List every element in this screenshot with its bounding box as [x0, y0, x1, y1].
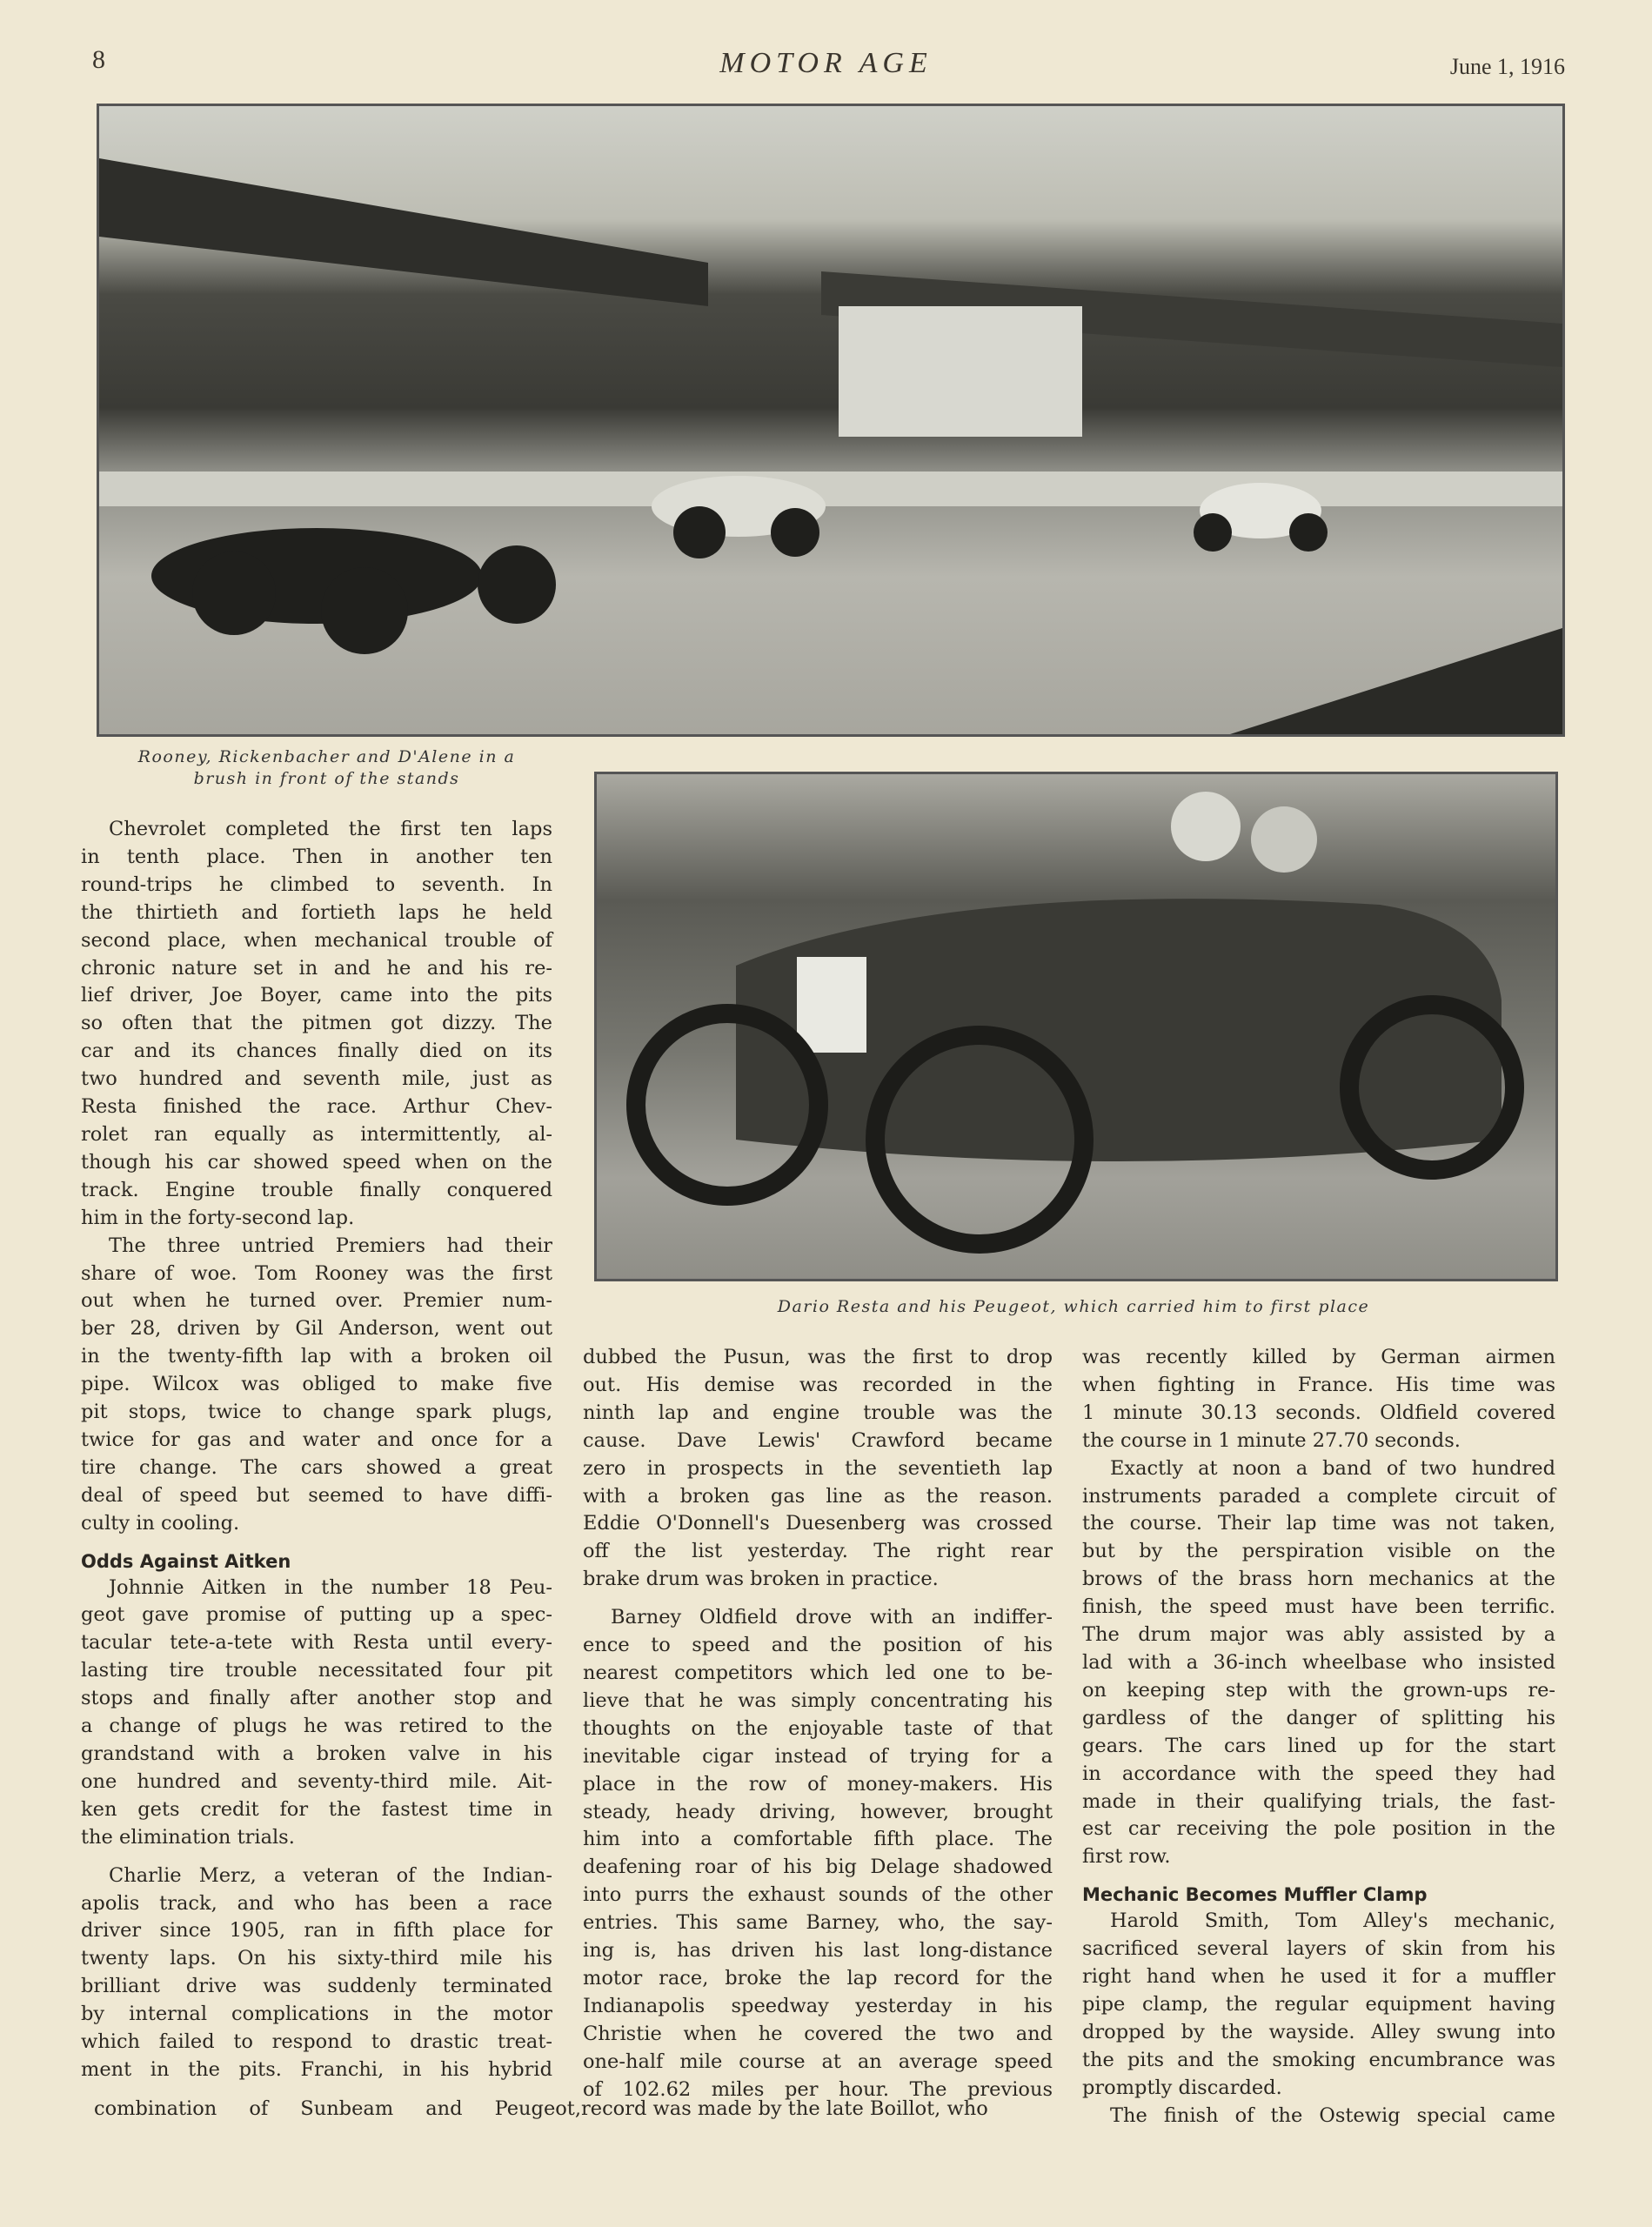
text-line: sacrificed several layers of skin from his — [1082, 1937, 1555, 1961]
text-line: nearest competitors which led one to be- — [583, 1661, 1053, 1684]
text-line: grandstand with a broken valve in his — [81, 1742, 552, 1765]
text-line: entries. This same Barney, who, the say- — [583, 1911, 1053, 1935]
text-line: off the list yesterday. The right rear — [583, 1540, 1053, 1563]
text-line-right-part: record was made by the late Boillot, who — [581, 2097, 988, 2120]
text-column-right — [1082, 1344, 1555, 2130]
text-line: place in the row of money-makers. His — [583, 1772, 1053, 1796]
text-line: finish, the speed must have been terrific. — [1082, 1595, 1555, 1619]
text-line: brake drum was broken in practice. — [583, 1568, 939, 1591]
text-line: in tenth place. Then in another ten — [81, 845, 552, 868]
text-line: culty in cooling. — [81, 1511, 240, 1535]
text-line: brilliant drive was suddenly terminated — [81, 1975, 552, 1998]
page-number: 8 — [92, 45, 105, 74]
text-line: geot gave promise of putting up a spec- — [81, 1603, 552, 1627]
text-line: ing is, has driven his last long-distance — [583, 1939, 1053, 1963]
text-line: gardless of the danger of splitting his — [1082, 1706, 1555, 1729]
text-line: thoughts on the enjoyable taste of that — [583, 1716, 1053, 1740]
text-line: lief driver, Joe Boyer, came into the pits — [81, 984, 552, 1007]
text-line: him into a comfortable fifth place. The — [583, 1828, 1053, 1851]
section-heading: Odds Against Aitken — [81, 1550, 291, 1572]
text-line: chronic nature set in and he and his re- — [81, 956, 552, 980]
text-line: pipe clamp, the regular equipment having — [1082, 1992, 1555, 2016]
text-line: out. His demise was recorded in the — [583, 1373, 1053, 1396]
text-line: instruments paraded a complete circuit of — [1082, 1484, 1555, 1508]
text-line: the course. Their lap time was not taken, — [1082, 1512, 1555, 1535]
text-line: in the twenty-fifth lap with a broken oil — [81, 1345, 552, 1368]
text-line: the course in 1 minute 27.70 seconds. — [1082, 1428, 1461, 1452]
text-line: 1 minute 30.13 seconds. Oldfield covered — [1082, 1401, 1555, 1424]
text-line: Harold Smith, Tom Alley's mechanic, — [1110, 1909, 1555, 1933]
text-line: pipe. Wilcox was obliged to make five — [81, 1373, 552, 1396]
text-line: on keeping step with the grown-ups re- — [1082, 1678, 1555, 1702]
text-line: out when he turned over. Premier num- — [81, 1289, 552, 1313]
paragraph — [583, 1604, 1053, 2103]
text-line: apolis track, and who has been a race — [81, 1891, 552, 1915]
paragraph — [81, 1575, 552, 1852]
photo-caption-top — [99, 746, 554, 790]
text-line: one hundred and seventy-third mile. Ait- — [81, 1769, 552, 1793]
text-column-middle — [583, 1344, 1053, 2103]
text-line: was recently killed by German airmen — [1082, 1346, 1555, 1368]
text-line: inevitable cigar instead of trying for a — [583, 1744, 1053, 1768]
photo-race-cars-grandstand — [97, 104, 1565, 737]
text-line: promptly discarded. — [1082, 2076, 1282, 2099]
text-line: track. Engine trouble finally conquered — [81, 1178, 552, 1201]
paragraph — [1082, 1344, 1555, 1455]
text-line: when fighting in France. His time was — [1082, 1373, 1555, 1396]
text-line: two hundred and seventh mile, just as — [81, 1067, 552, 1091]
text-line: dubbed the Pusun, was the first to drop — [583, 1346, 1053, 1368]
text-line: Indianapolis speedway yesterday in his — [583, 1994, 1053, 2017]
text-line: The three untried Premiers had their — [109, 1234, 552, 1257]
text-line: a change of plugs he was retired to the — [81, 1715, 552, 1738]
text-line-left-part: combination of Sunbeam and Peugeot, — [94, 2097, 581, 2120]
text-line: Exactly at noon a band of two hundred — [1110, 1456, 1555, 1480]
text-line: ken gets credit for the fastest time in — [81, 1797, 552, 1821]
text-line: tire change. The cars showed a great — [81, 1455, 552, 1479]
text-line: tacular tete-a-tete with Resta until every- — [81, 1631, 552, 1655]
text-line: first row. — [1082, 1845, 1171, 1869]
text-line: brows of the brass horn mechanics at the — [1082, 1568, 1555, 1591]
text-line: gears. The cars lined up for the start — [1082, 1734, 1555, 1757]
paragraph — [81, 1863, 552, 2084]
photo-resta-peugeot — [594, 772, 1558, 1281]
text-line: though his car showed speed when on the — [81, 1150, 552, 1174]
text-line: twice for gas and water and once for a — [81, 1428, 552, 1451]
text-line: second place, when mechanical trouble of — [81, 928, 552, 952]
text-line: ber 28, driven by Gil Anderson, went out — [81, 1317, 552, 1341]
text-line: Resta finished the race. Arthur Chev- — [81, 1095, 552, 1119]
section-heading: Mechanic Becomes Muffler Clamp — [1082, 1884, 1428, 1906]
text-line: lieve that he was simply concentrating his — [583, 1689, 1053, 1712]
text-line: Chevrolet completed the first ten laps — [109, 818, 552, 840]
text-line: the elimination trials. — [81, 1825, 295, 1849]
text-line: right hand when he used it for a muffler — [1082, 1965, 1555, 1989]
text-line: twenty laps. On his sixty-third mile his — [81, 1947, 552, 1970]
text-line: cause. Dave Lewis' Crawford became — [583, 1428, 1053, 1452]
text-line: car and its chances finally died on its — [81, 1040, 552, 1063]
text-line: The finish of the Ostewig special came — [1110, 2103, 1555, 2127]
text-line: est car receiving the pole position in the — [1082, 1817, 1555, 1841]
photo-caption-second: Dario Resta and his Peugeot, which carried him to first place — [777, 1297, 1370, 1316]
text-line: made in their qualifying trials, the fast- — [1082, 1789, 1555, 1813]
text-line: pit stops, twice to change spark plugs, — [81, 1401, 552, 1424]
text-line: of 102.62 miles per hour. The previous — [583, 2077, 1053, 2101]
caption-line: Rooney, Rickenbacher and D'Alene in a — [137, 747, 516, 766]
text-line: but by the perspiration visible on the — [1082, 1540, 1555, 1563]
paragraph — [1082, 1908, 1555, 2102]
text-line: lad with a 36-inch wheelbase who insisted — [1082, 1650, 1555, 1674]
text-line: rolet ran equally as intermittently, al- — [81, 1122, 552, 1146]
text-line: lasting tire trouble necessitated four pit — [81, 1659, 552, 1682]
text-line: with a broken gas line as the reason. — [583, 1484, 1053, 1508]
text-line: the thirtieth and fortieth laps he held — [81, 900, 552, 924]
text-line: ence to speed and the position of his — [583, 1634, 1053, 1657]
paragraph — [583, 1344, 1053, 1594]
text-line: so often that the pitmen got dizzy. The — [81, 1012, 552, 1035]
paragraph — [1082, 2103, 1555, 2130]
text-line: Charlie Merz, a veteran of the Indian- — [109, 1863, 552, 1887]
text-line: ment in the pits. Franchi, in his hybrid — [81, 2057, 552, 2081]
text-column-left — [81, 816, 552, 2084]
paragraph — [81, 816, 552, 1233]
issue-date: June 1, 1916 — [1449, 54, 1565, 79]
caption-line: brush in front of the stands — [193, 769, 460, 788]
paragraph — [81, 1233, 552, 1538]
masthead: MOTOR AGE — [719, 47, 933, 79]
text-line: The drum major was ably assisted by a — [1082, 1623, 1555, 1647]
text-line: deafening roar of his big Delage shadowed — [583, 1856, 1053, 1879]
text-line: one-half mile course at an average speed — [583, 2050, 1053, 2073]
text-line: Barney Oldfield drove with an indiffer- — [611, 1606, 1053, 1629]
text-line: Eddie O'Donnell's Duesenberg was crossed — [583, 1512, 1053, 1535]
text-line-spanning — [94, 2096, 1055, 2123]
text-line: deal of speed but seemed to have diffi- — [81, 1483, 552, 1507]
text-line: into purrs the exhaust sounds of the other — [583, 1883, 1053, 1907]
text-line: ninth lap and engine trouble was the — [583, 1401, 1053, 1424]
text-line: motor race, broke the lap record for the — [583, 1966, 1053, 1990]
text-line: zero in prospects in the seventieth lap — [583, 1456, 1053, 1480]
text-line: steady, heady driving, however, brought — [583, 1800, 1053, 1823]
paragraph — [1082, 1455, 1555, 1872]
text-line: him in the forty-second lap. — [81, 1206, 355, 1229]
text-line: stops and finally after another stop and — [81, 1687, 552, 1710]
text-line: share of woe. Tom Rooney was the first — [81, 1261, 552, 1285]
text-line: by internal complications in the motor — [81, 2003, 552, 2026]
text-line: driver since 1905, ran in fifth place for — [81, 1919, 552, 1943]
text-line: dropped by the wayside. Alley swung into — [1082, 2020, 1555, 2043]
text-line: the pits and the smoking encumbrance was — [1082, 2048, 1555, 2071]
text-line: Christie when he covered the two and — [583, 2022, 1053, 2045]
text-line: Johnnie Aitken in the number 18 Peu- — [109, 1575, 552, 1599]
text-line: which failed to respond to drastic treat- — [81, 2030, 552, 2054]
text-line: round-trips he climbed to seventh. In — [81, 873, 552, 896]
text-line: in accordance with the speed they had — [1082, 1762, 1555, 1785]
